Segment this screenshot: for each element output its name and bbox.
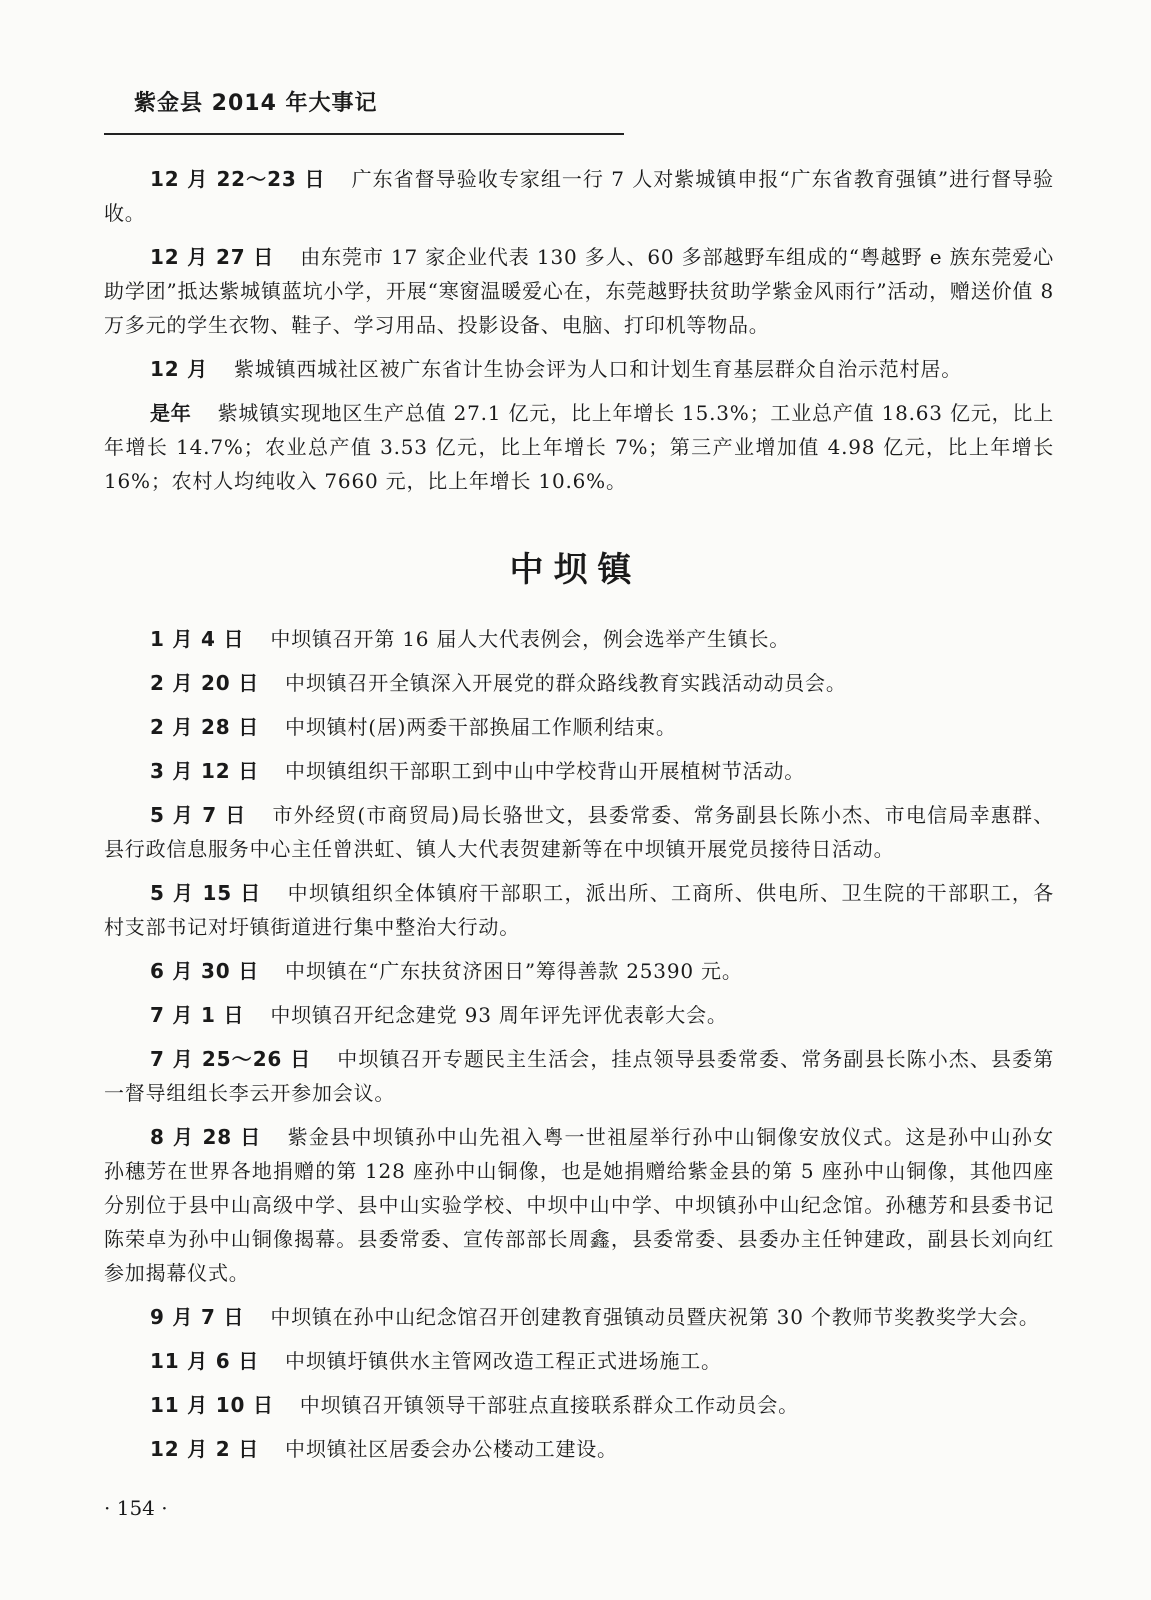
- entry-date: 2 月 28 日: [150, 715, 260, 739]
- entry-date: 7 月 1 日: [150, 1003, 245, 1027]
- entry-text: 中坝镇在“广东扶贫济困日”筹得善款 25390 元。: [285, 959, 743, 983]
- entry-date: 12 月 2 日: [150, 1437, 260, 1461]
- entry-text: 中坝镇召开镇领导干部驻点直接联系群众工作动员会。: [299, 1393, 799, 1417]
- entry-date: 5 月 15 日: [150, 881, 262, 905]
- entry: [104, 798, 1054, 866]
- entry-text: 中坝镇社区居委会办公楼动工建设。: [285, 1437, 618, 1461]
- entry: [104, 1300, 1054, 1334]
- entry: [104, 352, 1054, 386]
- entry-text: 紫城镇西城社区被广东省计生协会评为人口和计划生育基层群众自治示范村居。: [234, 357, 962, 381]
- running-head-title: 紫金县 2014 年大事记: [134, 91, 378, 116]
- entry: [104, 162, 1054, 230]
- section-title: 中坝镇: [509, 550, 642, 590]
- entry-text: 中坝镇在孙中山纪念馆召开创建教育强镇动员暨庆祝第 30 个教师节奖教奖学大会。: [270, 1305, 1040, 1329]
- entry-text: 中坝镇召开专题民主生活会，挂点领导县委常委、常务副县长陈小杰、县委第一督导组组长李云开参加会议。: [104, 1047, 1054, 1105]
- entry-text: 中坝镇召开全镇深入开展党的群众路线教育实践活动动员会。: [285, 671, 847, 695]
- entry-date: 11 月 6 日: [150, 1349, 260, 1373]
- entry-date: 6 月 30 日: [150, 959, 260, 983]
- entry-date: 12 月 27 日: [150, 245, 275, 269]
- section-entries: [104, 622, 1054, 1476]
- entry: [104, 754, 1054, 788]
- entry-date: 7 月 25～26 日: [150, 1047, 312, 1071]
- entry-date: 1 月 4 日: [150, 627, 245, 651]
- top-entries: [104, 162, 1054, 508]
- entry: [104, 622, 1054, 656]
- page-number: · 154 ·: [104, 1496, 168, 1520]
- entry-text: 紫金县中坝镇孙中山先祖入粤一世祖屋举行孙中山铜像安放仪式。这是孙中山孙女孙穗芳在世界各地捐赠的第 128 座孙中山铜像，也是她捐赠给紫金县的第 5 座孙中山铜像，其他四座分别位于县中山高级中学、县中山实验学校、中坝中山中学、中坝镇孙中山纪念馆。孙穗芳和县委书记陈荣卓为孙中山铜像揭幕。县委常委、宣传部部长周鑫，县委常委、县委办主任钟建政，副县长刘向红参加揭幕仪式。: [104, 1125, 1054, 1285]
- entry: [104, 240, 1054, 342]
- entry-text: 广东省督导验收专家组一行 7 人对紫城镇申报“广东省教育强镇”进行督导验收。: [104, 167, 1054, 225]
- entry: [104, 1432, 1054, 1466]
- entry-date: 2 月 20 日: [150, 671, 260, 695]
- entry: [104, 954, 1054, 988]
- entry-date: 9 月 7 日: [150, 1305, 245, 1329]
- entry: [104, 1120, 1054, 1290]
- entry: [104, 876, 1054, 944]
- entry-date: 3 月 12 日: [150, 759, 260, 783]
- entry: [104, 998, 1054, 1032]
- entry: [104, 710, 1054, 744]
- entry: [104, 1344, 1054, 1378]
- entry-text: 中坝镇圩镇供水主管网改造工程正式进场施工。: [285, 1349, 722, 1373]
- entry-date: 5 月 7 日: [150, 803, 247, 827]
- entry-date: 12 月 22～23 日: [150, 167, 326, 191]
- entry: [104, 666, 1054, 700]
- entry-text: 中坝镇召开第 16 届人大代表例会，例会选举产生镇长。: [270, 627, 791, 651]
- entry-text: 由东莞市 17 家企业代表 130 多人、60 多部越野车组成的“粤越野 e 族东莞爱心助学团”抵达紫城镇蓝坑小学，开展“寒窗温暖爱心在，东莞越野扶贫助学紫金风雨行”活动，赠送价值 8 万多元的学生衣物、鞋子、学习用品、投影设备、电脑、打印机等物品。: [104, 245, 1054, 337]
- entry-date: 11 月 10 日: [150, 1393, 274, 1417]
- entry-date: 8 月 28 日: [150, 1125, 262, 1149]
- entry-text: 中坝镇召开纪念建党 93 周年评先评优表彰大会。: [270, 1003, 728, 1027]
- entry-date: 12 月: [150, 357, 208, 381]
- entry-date: 是年: [150, 401, 192, 425]
- entry-text: 中坝镇村(居)两委干部换届工作顺利结束。: [285, 715, 677, 739]
- header-rule: [104, 133, 624, 135]
- entry: [104, 1042, 1054, 1110]
- entry: [104, 396, 1054, 498]
- entry-text: 市外经贸(市商贸局)局长骆世文，县委常委、常务副县长陈小杰、市电信局幸惠群、县行政信息服务中心主任曾洪虹、镇人大代表贺建新等在中坝镇开展党员接待日活动。: [104, 803, 1054, 861]
- entry: [104, 1388, 1054, 1422]
- entry-text: 中坝镇组织干部职工到中山中学校背山开展植树节活动。: [285, 759, 806, 783]
- entry-text: 紫城镇实现地区生产总值 27.1 亿元，比上年增长 15.3%；工业总产值 18.63 亿元，比上年增长 14.7%；农业总产值 3.53 亿元，比上年增长 7%；第三产业增加值 4.98 亿元，比上年增长 16%；农村人均纯收入 7660 元，比上年增长 10.6%。: [104, 401, 1054, 493]
- entry-text: 中坝镇组织全体镇府干部职工，派出所、工商所、供电所、卫生院的干部职工，各村支部书记对圩镇街道进行集中整治大行动。: [104, 881, 1054, 939]
